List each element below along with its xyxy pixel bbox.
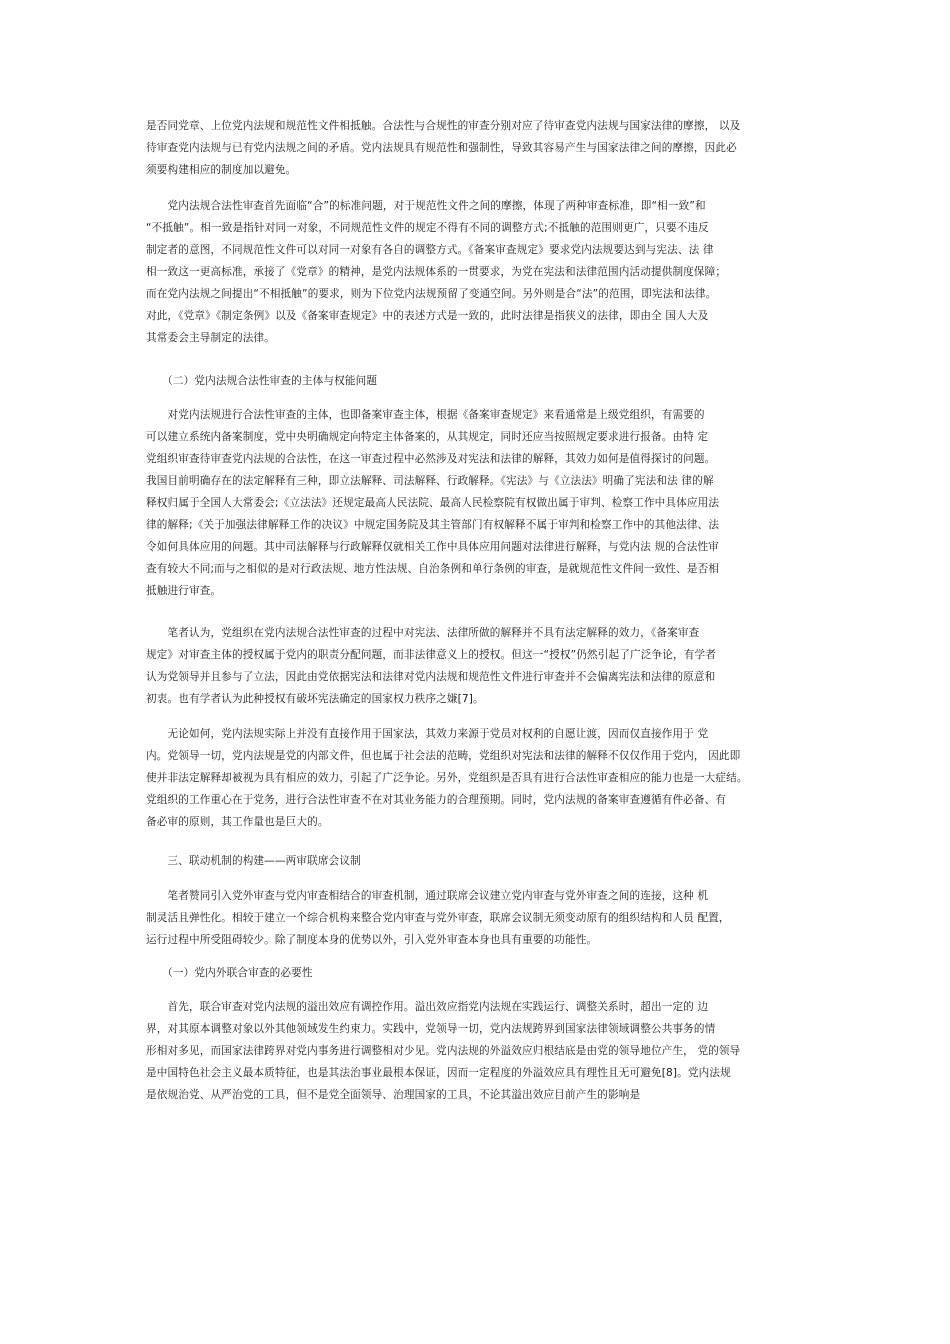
text-line: 令如何具体应用的问题。其中司法解释与行政解释仅就相关工作中具体应用问题对法律进行解释，与党内法 规的合法性审 xyxy=(146,541,719,553)
text-line: 初衷。也有学者认为此种授权有破坏宪法确定的国家权力秩序之嫌[7]。 xyxy=(146,693,484,705)
text-line: 党组织的工作重心在于党务，进行合法性审查不在对其业务能力的合理预期。同时，党内法规的备案审查遵循有件必备、有 xyxy=(146,794,727,806)
text-line: “不抵触”。相一致是指针对同一对象，不同规范性文件的规定不得有不同的调整方式;不抵触的范围则更广，只要不违反 xyxy=(146,222,709,234)
text-line: 待审查党内法规与已有党内法规之间的矛盾。党内法规具有规范性和强制性，导致其容易产生与国家法律之间的摩擦，因此必 xyxy=(146,142,737,154)
paragraph-spillover-effect xyxy=(146,996,806,1106)
paragraph-author-view xyxy=(146,622,806,710)
text-line: 规定》对审查主体的授权属于党内的职责分配问题，而非法律意义上的授权。但这一“授权”仍然引起了广泛争论，有学者 xyxy=(146,649,716,661)
text-line: 形相对多见，而国家法律跨界对党内事务进行调整相对少见。党内法规的外溢效应归根结底是由党的领导地位产生， 党的领导 xyxy=(146,1045,741,1057)
text-line: 我国目前明确存在的法定解释有三种，即立法解释、司法解释、行政解释。《宪法》与《立法法》明确了宪法和法 律的解 xyxy=(146,475,714,487)
text-line: 其常委会主导制定的法律。 xyxy=(146,332,275,344)
text-line: 笔者认为，党组织在党内法规合法性审查的过程中对宪法、法律所做的解释并不具有法定解释的效力，《备案审查 xyxy=(146,627,700,639)
text-line: 抵触进行审查。 xyxy=(146,585,222,597)
heading-line: 三、联动机制的构建——两审联席会议制 xyxy=(146,855,361,867)
heading-line: （一）党内外联合审查的必要性 xyxy=(146,967,313,979)
text-line: 党组织审查待审查党内法规的合法性，在这一审查过程中必然涉及对宪法和法律的解释，其效力如何是值得探讨的问题。 xyxy=(146,453,716,465)
text-line: 是中国特色社会主义最本质特征，也是其法治事业最根本保证，因而一定程度的外溢效应具有理性且无可避免[8]。党内法规 xyxy=(146,1067,731,1079)
text-line: 备必审的原则，其工作量也是巨大的。 xyxy=(146,816,329,828)
heading-line: （二）党内法规合法性审查的主体与权能问题 xyxy=(146,375,378,387)
text-line xyxy=(146,602,806,624)
text-line: 笔者赞同引入党外审查与党内审查相结合的审查机制，通过联席会议建立党内审查与党外审查之间的连接，这种 机 xyxy=(146,890,709,902)
text-line: 对党内法规进行合法性审查的主体，也即备案审查主体，根据《备案审查规定》来看通常是上级党组织，有需要的 xyxy=(146,409,705,421)
text-line: 制灵活且弹性化。相较于建立一个综合机构来整合党内审查与党外审查，联席会议制无须变动原有的组织结构和人员 配置， xyxy=(146,912,730,924)
text-line: 运行过程中所受阻碍较少。除了制度本身的优势以外，引入党外审查本身也具有重要的功能性。 xyxy=(146,934,598,946)
text-line: 律的解释;《关于加强法律解释工作的决议》中规定国务院及其主管部门有权解释不属于审判和检察工作中的其他法律、法 xyxy=(146,519,720,531)
paragraph-joint-review-mechanism xyxy=(146,885,806,951)
text-line: 党内法规合法性审查首先面临“合”的标准问题，对于规范性文件之间的摩擦，体现了两种审查标准，即“相一致”和 xyxy=(146,200,706,212)
text-line: 相一致这一更高标准，承接了《党章》的精神，是党内法规体系的一贯要求，为党在宪法和法律范围内活动提供制度保障； xyxy=(146,266,727,278)
text-line: 使并非法定解释却被视为具有相应的效力，引起了广泛争论。另外，党组织是否具有进行合法性审查相应的能力也是一大症结。 xyxy=(146,772,748,784)
text-line: 而在党内法规之间提出“不相抵触”的要求，则为下位党内法规预留了变通空间。另外则是合“法”的范围，即宪法和法律。 xyxy=(146,288,717,300)
text-line: 是否同党章、上位党内法规和规范性文件相抵触。合法性与合规性的审查分别对应了待审查党内法规与国家法律的摩擦， 以及 xyxy=(146,120,741,132)
paragraph-review-subject xyxy=(146,404,806,624)
text-line: 制定者的意图，不同规范性文件可以对同一对象有各自的调整方式。《备案审查规定》要求党内法规要达到与宪法、法 律 xyxy=(146,244,714,256)
text-line: 认为党领导并且参与了立法，因此由党依据宪法和法律对党内法规和规范性文件进行审查并不会偏离宪法和法律的原意和 xyxy=(146,671,716,683)
text-line: 是依规治党、从严治党的工具，但不是党全面领导、治理国家的工具，不论其溢出效应目前产生的影响是 xyxy=(146,1089,641,1101)
paragraph-effect-analysis xyxy=(146,723,806,833)
text-line: 界，对其原本调整对象以外其他领域发生约束力。实践中，党领导一切，党内法规跨界到国家法律领域调整公共事务的情 xyxy=(146,1023,716,1035)
text-line: 对此，《党章》《制定条例》以及《备案审查规定》中的表述方式是一致的，此时法律是指狭义的法律，即由全 国人大及 xyxy=(146,310,709,322)
section-heading-review-subject xyxy=(146,370,806,392)
text-line: 须要构建相应的制度加以避免。 xyxy=(146,164,297,176)
text-line: 内。党领导一切，党内法规是党的内部文件，但也属于社会法的范畴，党组织对宪法和法律的解释不仅仅作用于党内， 因此即 xyxy=(146,750,741,762)
text-line: 首先，联合审查对党内法规的溢出效应有调控作用。溢出效应指党内法规在实践运行、调整关系时，超出一定的 边 xyxy=(146,1001,709,1013)
section-heading-joint-review-necessity xyxy=(146,962,806,984)
text-line: 可以建立系统内备案制度，党中央明确规定向特定主体备案的，从其规定，同时还应当按照规定要求进行报备。由特 定 xyxy=(146,431,709,443)
text-line: 释权归属于全国人大常委会;《立法法》还规定最高人民法院、最高人民检察院有权做出属于审判、检察工作中具体应用法 xyxy=(146,497,720,509)
text-line: 查有较大不同;而与之相似的是对行政法规、地方性法规、自治条例和单行条例的审查，是就规范性文件间一致性、是否相 xyxy=(146,563,720,575)
section-heading-linkage-mechanism xyxy=(146,850,806,872)
paragraph-review-standards-intro xyxy=(146,115,806,181)
paragraph-conformity-standard xyxy=(146,195,806,349)
text-line: 无论如何，党内法规实际上并没有直接作用于国家法，其效力来源于党员对权利的自愿让渡，因而仅直接作用于 党 xyxy=(146,728,709,740)
